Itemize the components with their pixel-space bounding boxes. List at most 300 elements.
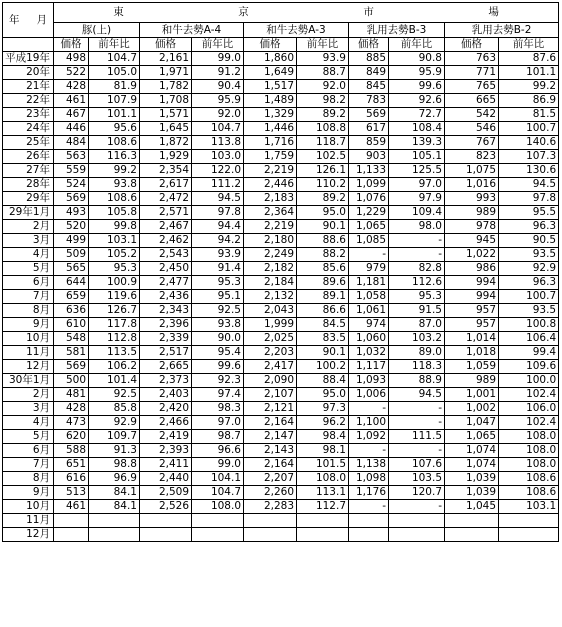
row-label: 2月 [3, 388, 54, 402]
cell-wagyu-a4-yoy: 95.1 [192, 290, 244, 304]
cell-pork-price: 484 [54, 136, 89, 150]
year-header-label: 年 [9, 13, 20, 26]
cell-wagyu-a3-yoy: 83.5 [297, 332, 349, 346]
cell-dairy-b2-yoy: 96.3 [499, 220, 559, 234]
cell-wagyu-a4-yoy: 92.3 [192, 374, 244, 388]
row-label: 平成19年 [3, 52, 54, 66]
cell-wagyu-a4-price: 2,354 [140, 164, 192, 178]
cell-wagyu-a4-yoy: 97.8 [192, 206, 244, 220]
cell-wagyu-a3-price [244, 528, 297, 542]
table-row [3, 416, 559, 430]
cell-dairy-b2-yoy: 100.7 [499, 290, 559, 304]
cell-pork-price: 559 [54, 164, 89, 178]
cell-dairy-b2-price: 989 [445, 374, 499, 388]
cell-wagyu-a4-yoy [192, 514, 244, 528]
table-row [3, 108, 559, 122]
cell-pork-price [54, 528, 89, 542]
cell-dairy-b3-price: 849 [349, 66, 389, 80]
market-char: 京 [238, 6, 249, 18]
cell-wagyu-a3-yoy: 96.2 [297, 416, 349, 430]
cell-wagyu-a3-yoy: 92.0 [297, 80, 349, 94]
cell-pork-yoy: 104.7 [89, 52, 140, 66]
cell-dairy-b3-price: 617 [349, 122, 389, 136]
cell-dairy-b2-price: 1,022 [445, 248, 499, 262]
cell-wagyu-a3-yoy: 113.1 [297, 486, 349, 500]
cell-dairy-b3-yoy: 89.0 [389, 346, 445, 360]
cell-wagyu-a4-price: 2,543 [140, 248, 192, 262]
cell-dairy-b3-price: 845 [349, 80, 389, 94]
cell-wagyu-a3-yoy: 88.6 [297, 234, 349, 248]
cell-wagyu-a4-price: 2,343 [140, 304, 192, 318]
cell-dairy-b2-yoy: 100.8 [499, 318, 559, 332]
cell-wagyu-a4-yoy: 91.2 [192, 66, 244, 80]
cell-dairy-b2-price: 1,039 [445, 486, 499, 500]
cell-wagyu-a3-price: 2,025 [244, 332, 297, 346]
cell-wagyu-a4-price: 1,571 [140, 108, 192, 122]
cell-dairy-b3-price: - [349, 402, 389, 416]
sub-header-price: 価格 [349, 38, 389, 52]
sub-header-price: 価格 [140, 38, 192, 52]
cell-pork-price: 499 [54, 234, 89, 248]
cell-wagyu-a4-yoy: 90.4 [192, 80, 244, 94]
row-label: 21年 [3, 80, 54, 94]
cell-wagyu-a3-yoy: 88.4 [297, 374, 349, 388]
month-header-label: 月 [36, 13, 47, 26]
group-header-wagyu-a3: 和牛去勢A-3 [244, 23, 349, 38]
cell-dairy-b3-yoy: 120.7 [389, 486, 445, 500]
cell-wagyu-a3-price: 2,219 [244, 220, 297, 234]
cell-wagyu-a4-yoy: 108.0 [192, 500, 244, 514]
cell-wagyu-a4-price: 2,419 [140, 430, 192, 444]
cell-wagyu-a3-yoy: 98.1 [297, 444, 349, 458]
cell-wagyu-a3-price: 2,364 [244, 206, 297, 220]
cell-dairy-b2-yoy: 108.6 [499, 486, 559, 500]
table-row [3, 206, 559, 220]
cell-pork-price: 473 [54, 416, 89, 430]
cell-dairy-b2-yoy: 108.6 [499, 472, 559, 486]
row-label: 27年 [3, 164, 54, 178]
cell-pork-price: 498 [54, 52, 89, 66]
cell-dairy-b2-yoy [499, 528, 559, 542]
cell-dairy-b2-price: 1,001 [445, 388, 499, 402]
cell-dairy-b2-yoy: 99.4 [499, 346, 559, 360]
cell-dairy-b3-price: 1,061 [349, 304, 389, 318]
sub-header-price: 価格 [244, 38, 297, 52]
cell-pork-yoy: 93.8 [89, 178, 140, 192]
cell-wagyu-a4-price: 2,440 [140, 472, 192, 486]
cell-wagyu-a4-price [140, 514, 192, 528]
cell-wagyu-a3-yoy: 101.5 [297, 458, 349, 472]
cell-wagyu-a3-yoy: 88.2 [297, 248, 349, 262]
sub-header-yoy: 前年比 [389, 38, 445, 52]
cell-dairy-b2-price: 986 [445, 262, 499, 276]
cell-wagyu-a4-yoy: 94.5 [192, 192, 244, 206]
table-row [3, 94, 559, 108]
group-header-pork: 豚(上) [54, 23, 140, 38]
cell-dairy-b3-yoy: 90.8 [389, 52, 445, 66]
cell-dairy-b2-price: 1,074 [445, 458, 499, 472]
cell-dairy-b3-price: 1,176 [349, 486, 389, 500]
cell-pork-yoy: 99.2 [89, 164, 140, 178]
cell-wagyu-a3-yoy: 88.7 [297, 66, 349, 80]
cell-wagyu-a3-price: 1,999 [244, 318, 297, 332]
cell-dairy-b3-yoy: 118.3 [389, 360, 445, 374]
cell-wagyu-a3-yoy: 85.6 [297, 262, 349, 276]
cell-pork-price: 428 [54, 402, 89, 416]
cell-wagyu-a3-yoy: 89.6 [297, 276, 349, 290]
cell-dairy-b3-price: - [349, 444, 389, 458]
cell-wagyu-a4-price: 2,517 [140, 346, 192, 360]
cell-wagyu-a3-price: 2,043 [244, 304, 297, 318]
cell-dairy-b2-yoy: 100.0 [499, 374, 559, 388]
cell-dairy-b3-price: - [349, 500, 389, 514]
cell-wagyu-a4-price: 2,450 [140, 262, 192, 276]
row-label: 26年 [3, 150, 54, 164]
cell-pork-price: 569 [54, 360, 89, 374]
cell-wagyu-a3-price: 1,759 [244, 150, 297, 164]
cell-pork-yoy: 112.8 [89, 332, 140, 346]
sub-header-price: 価格 [445, 38, 499, 52]
cell-wagyu-a3-price: 2,203 [244, 346, 297, 360]
cell-wagyu-a4-price: 1,971 [140, 66, 192, 80]
cell-wagyu-a3-price: 2,249 [244, 248, 297, 262]
cell-wagyu-a4-price: 1,708 [140, 94, 192, 108]
cell-wagyu-a4-yoy: 94.4 [192, 220, 244, 234]
cell-dairy-b3-price: 1,100 [349, 416, 389, 430]
cell-pork-price: 569 [54, 192, 89, 206]
cell-wagyu-a3-yoy: 89.2 [297, 192, 349, 206]
cell-dairy-b2-yoy: 106.4 [499, 332, 559, 346]
cell-wagyu-a3-price: 1,860 [244, 52, 297, 66]
cell-wagyu-a3-yoy: 112.7 [297, 500, 349, 514]
table-row [3, 360, 559, 374]
cell-dairy-b2-price: 1,039 [445, 472, 499, 486]
cell-wagyu-a3-price: 2,183 [244, 192, 297, 206]
cell-dairy-b2-price: 771 [445, 66, 499, 80]
price-table-wrapper [2, 2, 559, 542]
cell-wagyu-a3-yoy: 126.1 [297, 164, 349, 178]
cell-dairy-b2-yoy: 108.0 [499, 430, 559, 444]
row-label: 9月 [3, 486, 54, 500]
cell-wagyu-a4-price: 1,782 [140, 80, 192, 94]
empty-header-cell [3, 38, 54, 52]
sub-header-yoy: 前年比 [499, 38, 559, 52]
row-label: 11月 [3, 514, 54, 528]
cell-dairy-b2-price: 994 [445, 290, 499, 304]
cell-dairy-b2-price: 1,014 [445, 332, 499, 346]
cell-wagyu-a3-yoy [297, 528, 349, 542]
cell-pork-yoy: 95.3 [89, 262, 140, 276]
table-row [3, 514, 559, 528]
row-label: 7月 [3, 458, 54, 472]
cell-dairy-b2-yoy: 81.5 [499, 108, 559, 122]
cell-wagyu-a4-yoy: 122.0 [192, 164, 244, 178]
cell-wagyu-a3-price: 2,184 [244, 276, 297, 290]
row-label: 12月 [3, 528, 54, 542]
table-row [3, 164, 559, 178]
row-label: 12月 [3, 360, 54, 374]
cell-dairy-b3-price: 885 [349, 52, 389, 66]
cell-dairy-b2-price: 546 [445, 122, 499, 136]
cell-pork-price: 620 [54, 430, 89, 444]
cell-dairy-b2-yoy: 102.4 [499, 416, 559, 430]
cell-wagyu-a4-yoy: 98.3 [192, 402, 244, 416]
cell-wagyu-a4-yoy: 98.7 [192, 430, 244, 444]
cell-pork-yoy: 96.9 [89, 472, 140, 486]
table-row [3, 52, 559, 66]
cell-dairy-b3-yoy: 108.4 [389, 122, 445, 136]
cell-pork-yoy: 105.0 [89, 66, 140, 80]
cell-dairy-b2-price: 1,002 [445, 402, 499, 416]
cell-dairy-b3-yoy: 95.3 [389, 290, 445, 304]
cell-pork-price: 446 [54, 122, 89, 136]
cell-dairy-b2-yoy: 92.9 [499, 262, 559, 276]
cell-wagyu-a4-yoy: 111.2 [192, 178, 244, 192]
cell-dairy-b3-price [349, 528, 389, 542]
cell-pork-price [54, 514, 89, 528]
row-label: 30年1月 [3, 374, 54, 388]
cell-wagyu-a4-price: 1,872 [140, 136, 192, 150]
cell-dairy-b3-yoy: 125.5 [389, 164, 445, 178]
cell-pork-price: 461 [54, 94, 89, 108]
cell-wagyu-a4-price: 2,509 [140, 486, 192, 500]
cell-wagyu-a3-price: 1,716 [244, 136, 297, 150]
cell-pork-price: 563 [54, 150, 89, 164]
cell-wagyu-a4-price: 2,436 [140, 290, 192, 304]
cell-dairy-b2-yoy: 93.5 [499, 248, 559, 262]
cell-wagyu-a3-price: 2,180 [244, 234, 297, 248]
cell-pork-yoy: 105.8 [89, 206, 140, 220]
cell-wagyu-a4-yoy: 104.1 [192, 472, 244, 486]
cell-dairy-b3-yoy: - [389, 500, 445, 514]
cell-dairy-b3-yoy: 103.2 [389, 332, 445, 346]
cell-wagyu-a3-yoy: 97.3 [297, 402, 349, 416]
cell-wagyu-a4-yoy: 104.7 [192, 122, 244, 136]
cell-dairy-b3-yoy [389, 528, 445, 542]
cell-wagyu-a4-price: 2,462 [140, 234, 192, 248]
cell-pork-yoy: 85.8 [89, 402, 140, 416]
cell-wagyu-a3-price: 1,517 [244, 80, 297, 94]
cell-pork-yoy: 107.9 [89, 94, 140, 108]
row-label: 22年 [3, 94, 54, 108]
cell-dairy-b2-yoy: 107.3 [499, 150, 559, 164]
cell-pork-yoy: 119.6 [89, 290, 140, 304]
cell-pork-price: 500 [54, 374, 89, 388]
cell-pork-price: 513 [54, 486, 89, 500]
cell-wagyu-a3-yoy: 100.2 [297, 360, 349, 374]
cell-dairy-b3-price: 974 [349, 318, 389, 332]
cell-pork-yoy: 92.9 [89, 416, 140, 430]
cell-pork-price: 520 [54, 220, 89, 234]
cell-dairy-b2-yoy: 101.1 [499, 66, 559, 80]
table-row [3, 388, 559, 402]
cell-dairy-b2-price: 957 [445, 304, 499, 318]
row-label: 4月 [3, 248, 54, 262]
sub-header-yoy: 前年比 [89, 38, 140, 52]
cell-dairy-b3-price: 979 [349, 262, 389, 276]
cell-pork-yoy: 99.8 [89, 220, 140, 234]
cell-wagyu-a4-price: 2,393 [140, 444, 192, 458]
row-label: 24年 [3, 122, 54, 136]
row-label: 3月 [3, 402, 54, 416]
cell-pork-yoy: 113.5 [89, 346, 140, 360]
cell-wagyu-a4-yoy: 97.4 [192, 388, 244, 402]
header-row-groups [3, 23, 559, 38]
cell-dairy-b3-yoy: - [389, 444, 445, 458]
cell-dairy-b2-price: 978 [445, 220, 499, 234]
cell-wagyu-a4-price: 2,617 [140, 178, 192, 192]
cell-dairy-b3-price: 1,060 [349, 332, 389, 346]
cell-wagyu-a4-price: 2,571 [140, 206, 192, 220]
cell-dairy-b2-price: 1,018 [445, 346, 499, 360]
cell-pork-price: 581 [54, 346, 89, 360]
cell-pork-yoy [89, 514, 140, 528]
cell-dairy-b3-price: 1,058 [349, 290, 389, 304]
cell-pork-yoy: 116.3 [89, 150, 140, 164]
cell-dairy-b2-yoy: 103.1 [499, 500, 559, 514]
cell-dairy-b3-yoy: 97.0 [389, 178, 445, 192]
header-row-sub [3, 38, 559, 52]
row-label: 28年 [3, 178, 54, 192]
cell-dairy-b2-yoy: 130.6 [499, 164, 559, 178]
table-row [3, 332, 559, 346]
cell-pork-price: 610 [54, 318, 89, 332]
table-row [3, 528, 559, 542]
cell-pork-yoy: 108.6 [89, 192, 140, 206]
cell-pork-yoy: 106.2 [89, 360, 140, 374]
row-label: 10月 [3, 332, 54, 346]
cell-dairy-b2-yoy: 108.0 [499, 444, 559, 458]
cell-wagyu-a4-price [140, 528, 192, 542]
cell-pork-price: 565 [54, 262, 89, 276]
cell-wagyu-a3-price: 1,446 [244, 122, 297, 136]
cell-dairy-b3-price: 1,099 [349, 178, 389, 192]
cell-wagyu-a3-yoy: 102.5 [297, 150, 349, 164]
table-row [3, 304, 559, 318]
cell-pork-price: 522 [54, 66, 89, 80]
cell-wagyu-a4-yoy: 94.2 [192, 234, 244, 248]
year-month-header [3, 3, 54, 38]
cell-dairy-b3-yoy: 97.9 [389, 192, 445, 206]
cell-wagyu-a3-yoy: 98.4 [297, 430, 349, 444]
cell-dairy-b3-yoy: 112.6 [389, 276, 445, 290]
cell-dairy-b3-yoy: 103.5 [389, 472, 445, 486]
cell-wagyu-a3-price: 1,649 [244, 66, 297, 80]
cell-wagyu-a3-yoy: 98.2 [297, 94, 349, 108]
cell-wagyu-a3-yoy: 89.2 [297, 108, 349, 122]
cell-wagyu-a4-price: 2,396 [140, 318, 192, 332]
cell-wagyu-a3-yoy [297, 514, 349, 528]
cell-wagyu-a3-yoy: 84.5 [297, 318, 349, 332]
cell-dairy-b3-price [349, 514, 389, 528]
cell-dairy-b3-yoy: 72.7 [389, 108, 445, 122]
cell-wagyu-a4-price: 2,477 [140, 276, 192, 290]
table-row [3, 220, 559, 234]
cell-dairy-b2-yoy: 106.0 [499, 402, 559, 416]
cell-pork-price: 467 [54, 108, 89, 122]
cell-dairy-b2-price: 1,074 [445, 444, 499, 458]
cell-dairy-b2-price: 994 [445, 276, 499, 290]
cell-wagyu-a4-yoy: 95.9 [192, 94, 244, 108]
row-label: 8月 [3, 472, 54, 486]
cell-pork-yoy: 103.1 [89, 234, 140, 248]
cell-wagyu-a4-yoy: 93.9 [192, 248, 244, 262]
cell-dairy-b3-yoy: 139.3 [389, 136, 445, 150]
cell-pork-price: 461 [54, 500, 89, 514]
header-row-market [3, 3, 559, 23]
table-row [3, 374, 559, 388]
table-row [3, 178, 559, 192]
cell-dairy-b3-yoy: 91.5 [389, 304, 445, 318]
table-row [3, 444, 559, 458]
cell-pork-yoy [89, 528, 140, 542]
cell-pork-price: 509 [54, 248, 89, 262]
cell-pork-price: 481 [54, 388, 89, 402]
table-row [3, 66, 559, 80]
cell-wagyu-a3-price: 2,219 [244, 164, 297, 178]
cell-pork-yoy: 101.1 [89, 108, 140, 122]
cell-wagyu-a4-yoy: 92.5 [192, 304, 244, 318]
market-char: 東 [113, 6, 124, 18]
cell-wagyu-a4-price: 2,420 [140, 402, 192, 416]
cell-dairy-b2-price: 823 [445, 150, 499, 164]
cell-dairy-b2-price: 542 [445, 108, 499, 122]
table-row [3, 234, 559, 248]
row-label: 29年 [3, 192, 54, 206]
cell-dairy-b2-price [445, 528, 499, 542]
cell-pork-yoy: 101.4 [89, 374, 140, 388]
cell-wagyu-a3-yoy: 108.8 [297, 122, 349, 136]
cell-dairy-b2-yoy: 102.4 [499, 388, 559, 402]
cell-dairy-b2-price: 1,059 [445, 360, 499, 374]
cell-pork-yoy: 81.9 [89, 80, 140, 94]
row-label: 25年 [3, 136, 54, 150]
cell-wagyu-a3-price: 1,489 [244, 94, 297, 108]
cell-wagyu-a4-price: 2,467 [140, 220, 192, 234]
cell-dairy-b3-yoy [389, 514, 445, 528]
cell-wagyu-a4-yoy: 95.3 [192, 276, 244, 290]
cell-dairy-b2-yoy: 108.0 [499, 458, 559, 472]
cell-wagyu-a4-yoy: 97.0 [192, 416, 244, 430]
cell-wagyu-a4-price: 2,161 [140, 52, 192, 66]
cell-dairy-b2-price: 993 [445, 192, 499, 206]
cell-dairy-b2-yoy: 86.9 [499, 94, 559, 108]
table-row [3, 248, 559, 262]
cell-dairy-b3-price: 1,065 [349, 220, 389, 234]
cell-dairy-b3-yoy: 105.1 [389, 150, 445, 164]
cell-wagyu-a4-price: 2,339 [140, 332, 192, 346]
cell-pork-price: 524 [54, 178, 89, 192]
cell-wagyu-a4-yoy: 96.6 [192, 444, 244, 458]
group-header-dairy-b2: 乳用去勢B-2 [445, 23, 559, 38]
cell-pork-price: 651 [54, 458, 89, 472]
market-price-table [2, 2, 559, 542]
row-label: 3月 [3, 234, 54, 248]
table-row [3, 290, 559, 304]
cell-pork-yoy: 98.8 [89, 458, 140, 472]
cell-dairy-b2-price: 767 [445, 136, 499, 150]
cell-dairy-b3-price: 1,133 [349, 164, 389, 178]
table-row [3, 136, 559, 150]
cell-dairy-b2-yoy: 95.5 [499, 206, 559, 220]
cell-dairy-b3-price: 903 [349, 150, 389, 164]
cell-pork-price: 636 [54, 304, 89, 318]
cell-dairy-b3-yoy: 87.0 [389, 318, 445, 332]
table-row [3, 500, 559, 514]
group-header-dairy-b3: 乳用去勢B-3 [349, 23, 445, 38]
cell-dairy-b3-price: 1,032 [349, 346, 389, 360]
cell-wagyu-a3-price: 2,090 [244, 374, 297, 388]
